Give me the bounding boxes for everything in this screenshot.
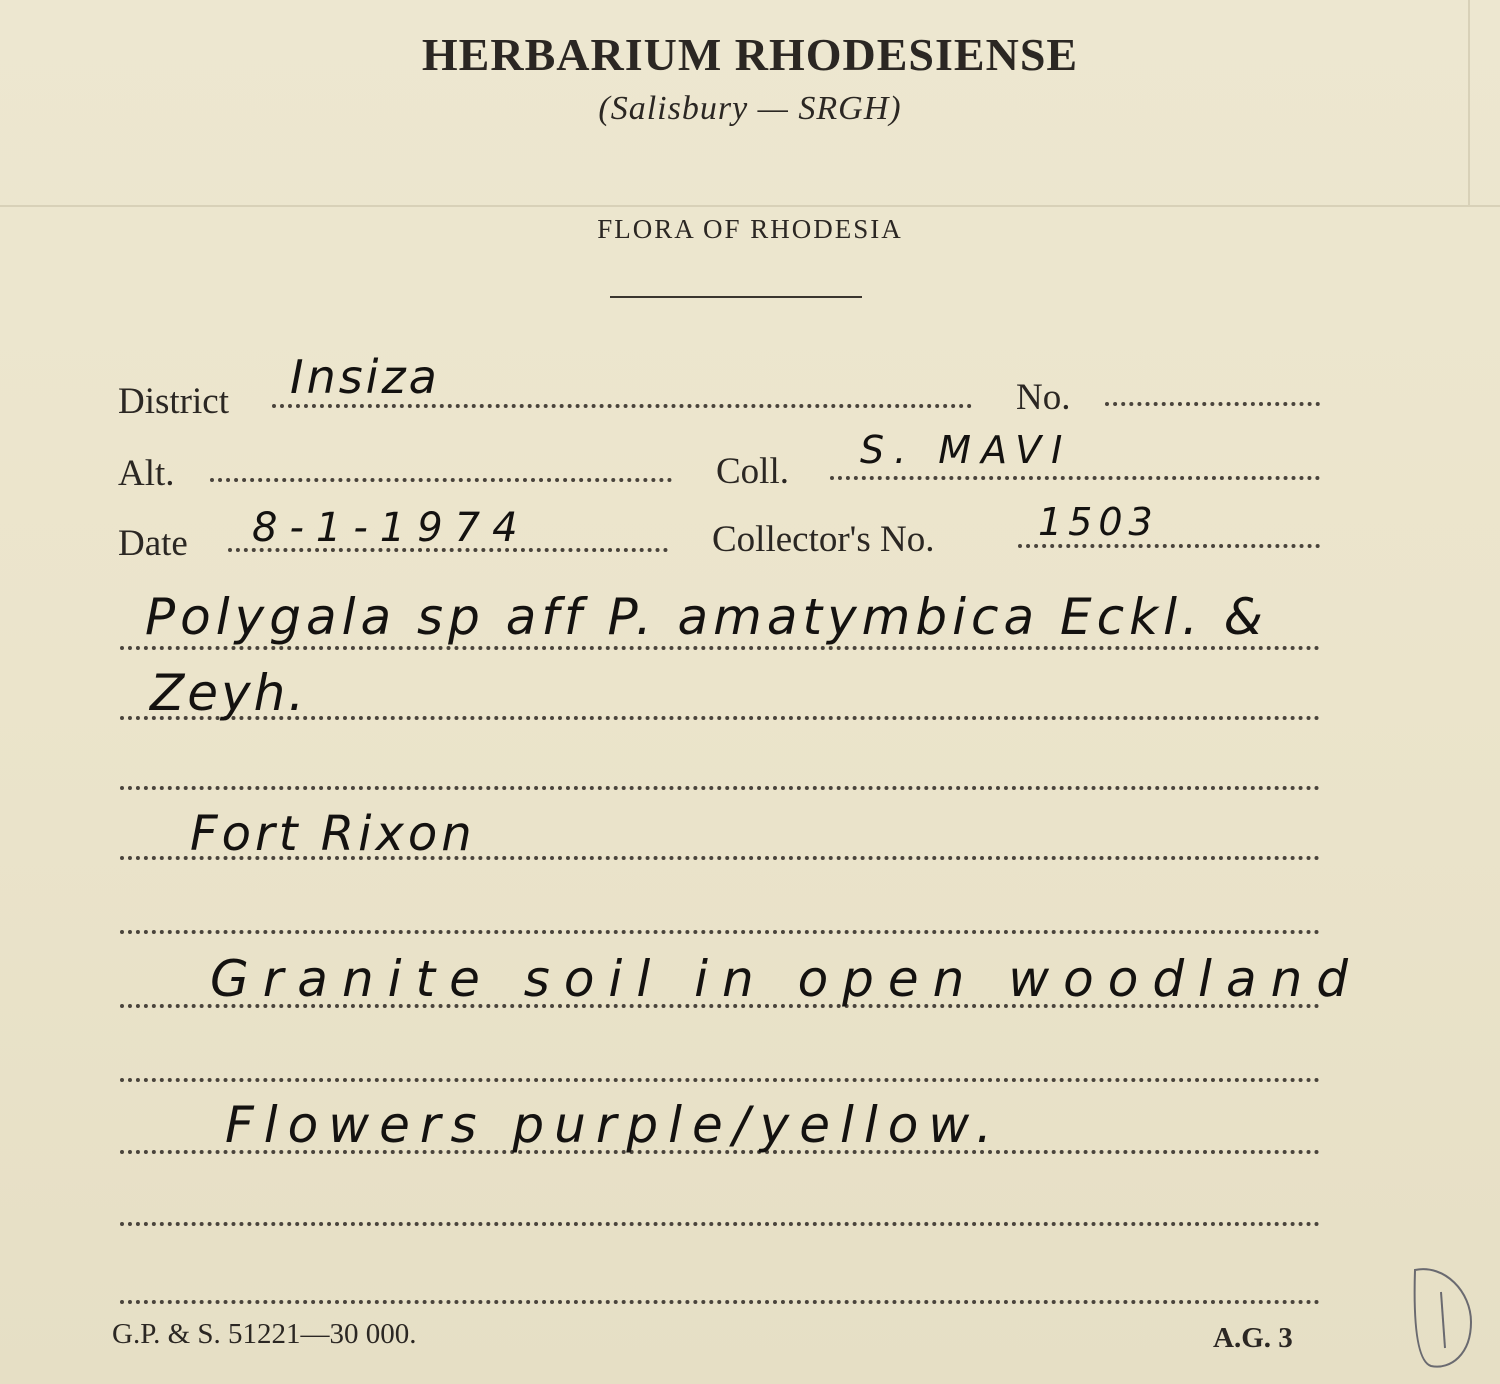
district-value: Insiza [290,350,440,404]
locality-note: Fort Rixon [190,806,476,862]
habitat-note: Granite soil in open woodland [210,950,1363,1008]
collector-no-label: Collector's No. [712,519,935,560]
date-value: 8-1-1974 [252,505,530,551]
coll-value: S. MAVI [860,428,1073,472]
print-code: G.P. & S. 51221—30 000. [112,1318,417,1350]
herbarium-subtitle: (Salisbury — SRGH) [598,90,902,127]
district-dotted-line [272,404,972,408]
no-dotted-line [1105,402,1320,406]
notes-dotted-line [120,1078,1320,1082]
alt-label: Alt. [118,453,175,494]
notes-dotted-line [120,1300,1320,1304]
pencil-mark-icon [1405,1262,1477,1374]
species-note-line1: Polygala sp aff P. amatymbica Eckl. & [145,588,1268,646]
bleed-through-subtitle [210,140,1500,184]
heading-rule [610,296,862,298]
paper-edge-horizontal [0,205,1500,207]
flower-note: Flowers purple/yellow. [225,1096,1002,1154]
herbarium-title: HERBARIUM RHODESIENSE [421,29,1079,80]
coll-dotted-line [830,476,1320,480]
alt-dotted-line [210,478,672,482]
coll-label: Coll. [716,451,789,492]
flora-heading: FLORA OF RHODESIA [597,214,903,244]
no-label: No. [1016,377,1071,418]
notes-dotted-line [120,786,1320,790]
form-code: A.G. 3 [1213,1322,1293,1354]
notes-dotted-line [120,930,1320,934]
date-label: Date [118,523,188,564]
collector-no-value: 1503 [1038,500,1159,544]
species-note-line2: Zeyh. [150,664,308,722]
district-label: District [118,381,229,422]
collector-no-dotted-line [1018,544,1320,548]
notes-dotted-line [120,646,1320,650]
notes-dotted-line [120,1222,1320,1226]
